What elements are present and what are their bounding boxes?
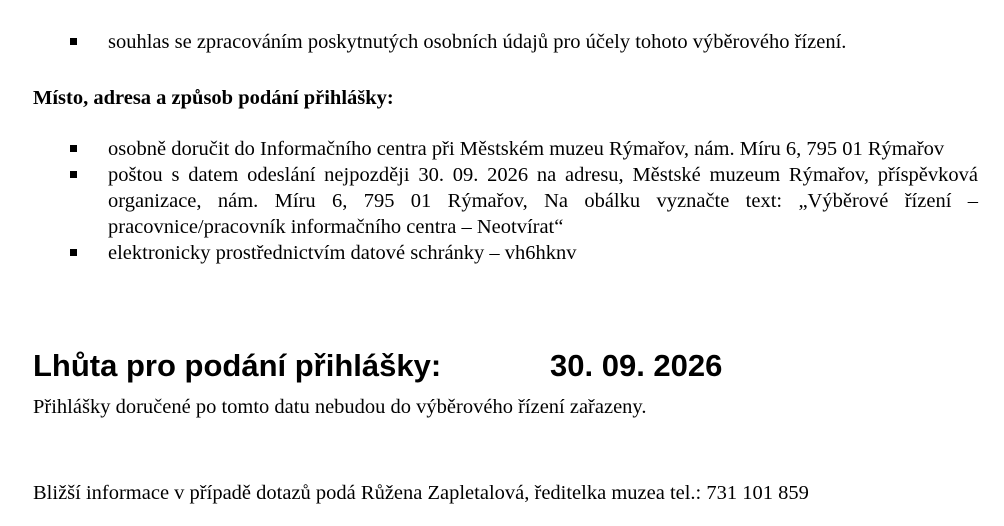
method-post-text: poštou s datem odeslání nejpozději 30. 09. 2026 na adresu, Městské muzeum Rýmařov, příspěvková organizace, nám. Míru 6, 795 01 Rýmařov, Na obálku vyznačte text: „Výběrové řízení – pracovnice/pracovník informačního centra – Neotvírat“	[108, 164, 978, 238]
method-electronic-text: elektronicky prostřednictvím datové schránky – vh6hknv	[108, 242, 577, 264]
submission-methods-list	[0, 136, 1004, 266]
square-bullet-icon	[70, 38, 77, 45]
deadline-note: Přihlášky doručené po tomto datu nebudou do výběrového řízení zařazeny.	[33, 396, 647, 418]
list-item	[0, 29, 978, 55]
deadline-date: 30. 09. 2026	[550, 348, 723, 383]
square-bullet-icon	[70, 145, 77, 152]
list-item	[0, 162, 978, 240]
consent-item-text: souhlas se zpracováním poskytnutých osobních údajů pro účely tohoto výběrového řízení.	[108, 31, 847, 53]
method-in-person-text: osobně doručit do Informačního centra při Městském muzeu Rýmařov, nám. Míru 6, 795 01 Rýmařov	[108, 138, 945, 160]
square-bullet-icon	[70, 171, 77, 178]
deadline-heading	[33, 342, 723, 390]
consent-list	[0, 29, 1004, 55]
list-item	[0, 240, 978, 266]
submission-heading: Místo, adresa a způsob podání přihlášky:	[33, 87, 394, 109]
deadline-label: Lhůta pro podání přihlášky:	[33, 348, 442, 383]
list-item	[0, 136, 978, 162]
square-bullet-icon	[70, 249, 77, 256]
contact-info: Bližší informace v případě dotazů podá Růžena Zapletalová, ředitelka muzea tel.: 731 101 859	[33, 482, 809, 504]
